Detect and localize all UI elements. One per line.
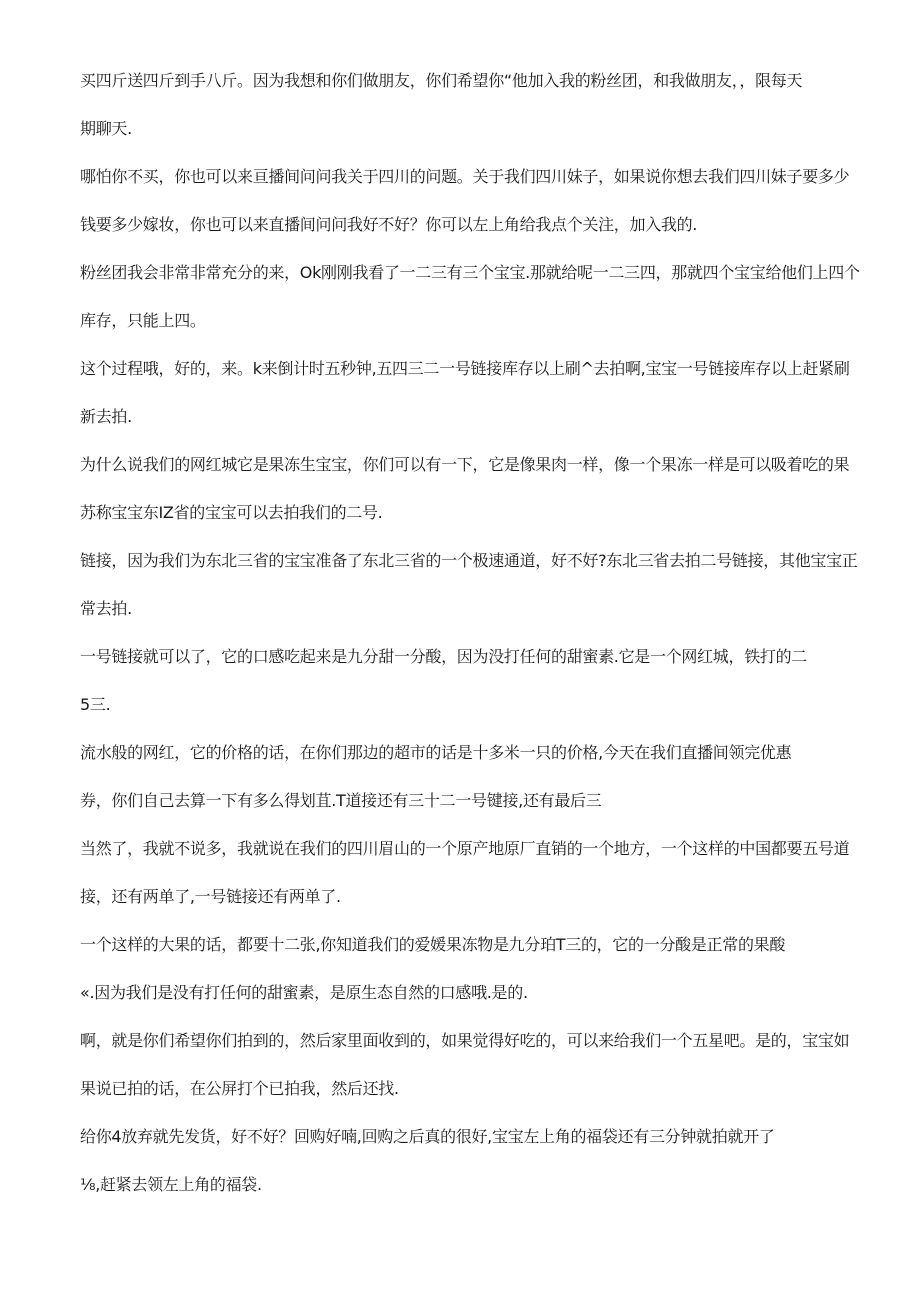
text-line: 流水般的网红，它的价格的话，在你们那边的超市的话是十多米一只的价格,今天在我们直播间领完优惠 xyxy=(80,743,792,762)
text-line: ⅛,赶紧去领左上角的福袋. xyxy=(80,1175,262,1194)
text-line: 这个过程哦，好的，来。k来倒计时五秒钟,五四三二一号链接库存以上刷^去拍啊,宝宝一号链接库存以上赶紧刷 xyxy=(80,359,850,378)
text-line: 给你4放弃就先发货，好不好？回购好喃,回购之后真的很好,宝宝左上角的福袋还有三分钟就拍就开了 xyxy=(80,1127,775,1146)
text-line: 为什么说我们的网红城它是果冻生宝宝，你们可以有一下，它是像果肉一样，像一个果冻一样是可以吸着吃的果 xyxy=(80,455,850,474)
text-line: 当然了，我就不说多，我就说在我们的四川眉山的一个原产地原厂直销的一个地方，一个这样的中国都要五号道 xyxy=(80,839,850,858)
text-line: 期聊天. xyxy=(80,119,132,138)
text-line: 券，你们自己去算一下有多么得划苴.T道接还有三十二一号键接,还有最后三 xyxy=(80,791,602,810)
text-line: 粉丝团我会非常非常充分的来，Ok刚刚我看了一二三有三个宝宝.那就给呢一二三四，那就四个宝宝给他们上四个 xyxy=(80,263,860,282)
text-line: 买四斤送四斤到手八斤。因为我想和你们做朋友，你们希望你“他加入我的粉丝团，和我做朋友，，限每天 xyxy=(80,71,803,90)
text-line: 库存，只能上四。 xyxy=(80,311,206,330)
text-line: 链接，因为我们为东北三省的宝宝准备了东北三省的一个极速通道，好不好?东北三省去拍二号链接，其他宝宝正 xyxy=(80,551,858,570)
text-line: 一个这样的大果的话，都要十二张,你知道我们的爱媛果冻物是九分珀T三的，它的一分酸是正常的果酸 xyxy=(80,935,786,954)
text-line: 常去拍. xyxy=(80,599,132,618)
text-line: 钱要多少嫁妆，你也可以来直播间问问我好不好？你可以左上角给我点个关注，加入我的. xyxy=(80,215,698,234)
text-line: 苏称宝宝东IZ省的宝宝可以去拍我们的二号. xyxy=(80,503,383,522)
text-line: 啊，就是你们希望你们拍到的，然后家里面收到的，如果觉得好吃的，可以来给我们一个五星吧。是的，宝宝如 xyxy=(80,1031,850,1050)
text-line: 5三. xyxy=(80,695,111,714)
text-line: 接，还有两单了,一号链接还有两单了. xyxy=(80,887,341,906)
text-line: 一号链接就可以了，它的口感吃起来是九分甜一分酸，因为没打任何的甜蜜素.它是一个网红城，铁打的二 xyxy=(80,647,807,666)
text-line: 新去拍. xyxy=(80,407,132,426)
text-line: 果说已拍的话，在公屏打个已拍我，然后还找. xyxy=(80,1079,399,1098)
text-line: «.因为我们是没有打任何的甜蜜素，是原生态自然的口感哦.是的. xyxy=(80,983,528,1002)
text-line: 哪怕你不买，你也可以来亘播间问问我关于四川的问题。关于我们四川妹子，如果说你想去我们四川妹子要多少 xyxy=(80,167,850,186)
